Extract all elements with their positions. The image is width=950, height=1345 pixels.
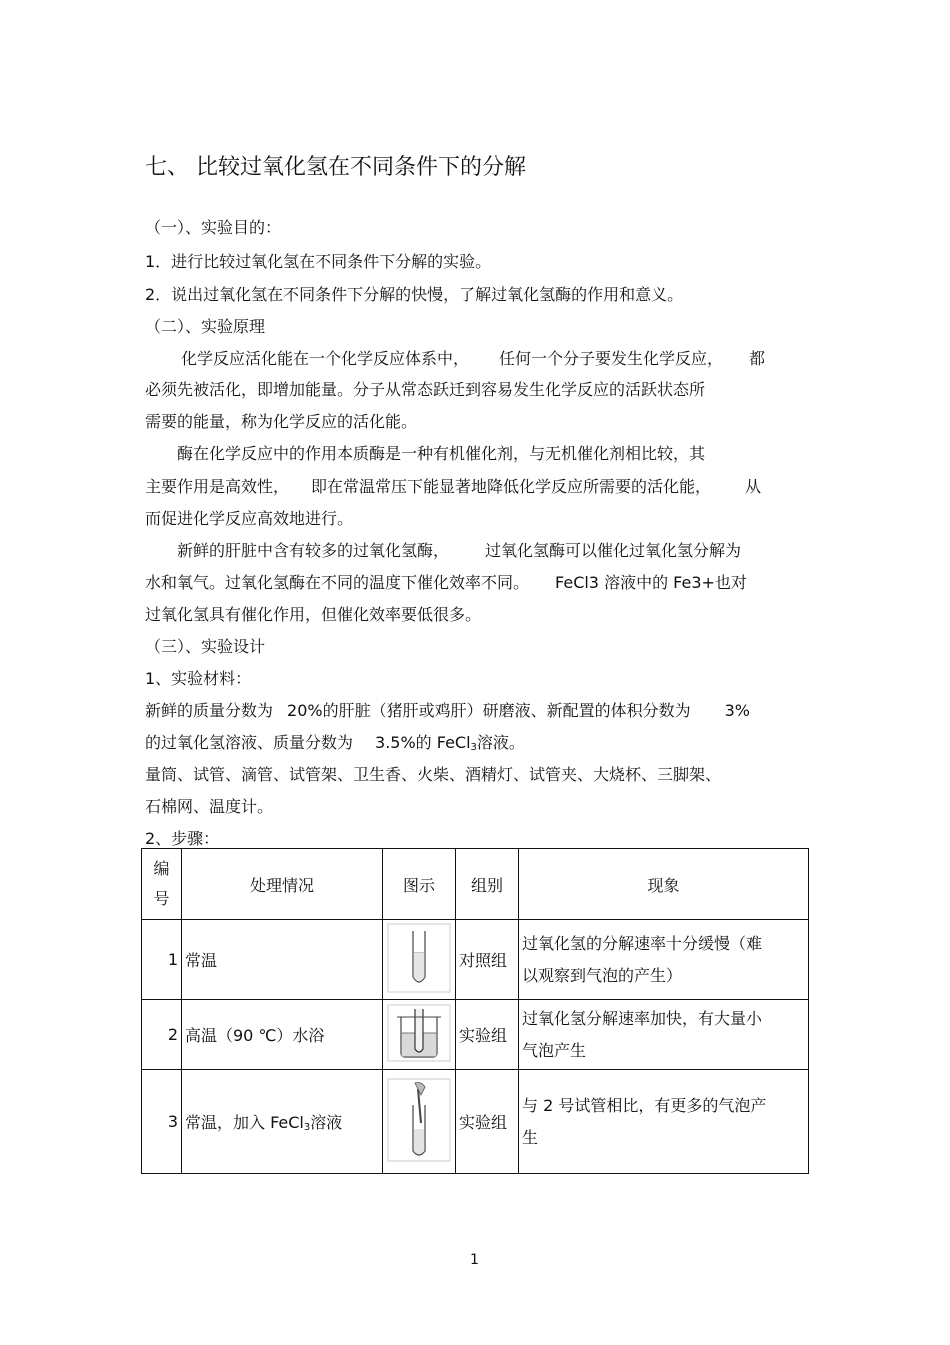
- principle-heading: （二）、实验原理: [145, 317, 266, 336]
- observation-line: 气泡产生: [522, 1040, 587, 1060]
- steps-heading: 2、步骤：: [145, 829, 220, 848]
- text-segment: 3.5%的 FeCl: [375, 733, 471, 752]
- row-observation: [519, 1000, 809, 1070]
- principle-para-1-line-3: 需要的能量，称为化学反应的活化能。: [145, 412, 418, 431]
- text-segment: FeCl3 溶液中的 Fe3+也对: [555, 573, 747, 592]
- text-segment: 3%: [724, 701, 750, 720]
- text-segment: 化学反应活化能在一个化学反应体系中，: [181, 349, 470, 368]
- materials-line-4: 石棉网、温度计。: [145, 797, 274, 816]
- text-segment: 常温，加入 FeCl: [185, 1113, 304, 1132]
- table-row: [142, 1000, 809, 1070]
- observation-line: 生: [522, 1127, 539, 1147]
- steps-table: [141, 848, 809, 1174]
- text-segment: 从: [745, 477, 762, 496]
- text-segment: 水和氧气。过氧化氢酶在不同的温度下催化效率不同。: [145, 573, 530, 592]
- principle-para-1-line-1: [181, 346, 765, 369]
- principle-para-2-line-1: 酶在化学反应中的作用本质酶是一种有机催化剂，与无机催化剂相比较，其: [177, 444, 706, 463]
- water-bath-figure: [383, 1000, 456, 1070]
- materials-heading: 1、实验材料：: [145, 669, 252, 688]
- row-group: 实验组: [456, 1070, 519, 1174]
- header-number-line-1: 编: [153, 859, 170, 878]
- text-segment: 任何一个分子要发生化学反应，: [499, 349, 724, 368]
- text-segment: 溶液: [310, 1113, 343, 1132]
- header-observation: 现象: [519, 849, 809, 920]
- header-number: [142, 849, 182, 920]
- dropper-tube-figure: [383, 1070, 456, 1174]
- purpose-item-2: 2．说出过氧化氢在不同条件下分解的快慢，了解过氧化氢酶的作用和意义。: [145, 285, 684, 304]
- page-number: 1: [470, 1252, 479, 1268]
- observation-line: 过氧化氢分解速率加快，有大量小: [522, 1008, 763, 1028]
- water-bath-icon: [387, 1003, 451, 1063]
- row-treatment: [182, 1070, 383, 1174]
- text-segment: 新鲜的肝脏中含有较多的过氧化氢酶，: [177, 541, 450, 560]
- text-segment: 的过氧化氢溶液、质量分数为: [145, 733, 354, 752]
- observation-line: 以观察到气泡的产生）: [522, 965, 683, 985]
- materials-line-3: 量筒、试管、滴管、试管架、卫生香、火柴、酒精灯、试管夹、大烧杯、三脚架、: [145, 765, 722, 784]
- text-segment: 过氧化氢酶可以催化过氧化氢分解为: [485, 541, 742, 560]
- table-row: [142, 1070, 809, 1174]
- principle-para-3-line-2: [145, 570, 747, 593]
- table-row: [142, 920, 809, 1000]
- row-number: 2: [142, 1000, 182, 1070]
- row-number: 3: [142, 1070, 182, 1174]
- purpose-heading: （一）、实验目的：: [145, 218, 282, 237]
- row-group: 实验组: [456, 1000, 519, 1070]
- header-treatment: 处理情况: [182, 849, 383, 920]
- principle-para-1-line-2: 必须先被活化，即增加能量。分子从常态跃迁到容易发生化学反应的活跃状态所: [145, 380, 706, 399]
- header-number-line-2: 号: [153, 889, 170, 908]
- design-heading: （三）、实验设计: [145, 637, 266, 656]
- text-segment: 新鲜的质量分数为: [145, 701, 274, 720]
- text-segment: 即在常温常压下能显著地降低化学反应所需要的活化能，: [311, 477, 712, 496]
- principle-para-3-line-3: 过氧化氢具有催化作用，但催化效率要低很多。: [145, 605, 482, 624]
- subscript: 3: [303, 1122, 311, 1133]
- row-observation: [519, 920, 809, 1000]
- text-segment: 20%的肝脏（猪肝或鸡肝）研磨液、新配置的体积分数为: [287, 701, 691, 720]
- row-group: 对照组: [456, 920, 519, 1000]
- header-group: 组别: [456, 849, 519, 920]
- purpose-item-1: 1．进行比较过氧化氢在不同条件下分解的实验。: [145, 252, 492, 271]
- text-segment: 主要作用是高效性，: [145, 477, 290, 496]
- test-tube-icon: [387, 921, 451, 995]
- header-figure: 图示: [383, 849, 456, 920]
- principle-para-2-line-3: 而促进化学反应高效地进行。: [145, 509, 354, 528]
- test-tube-figure: [383, 920, 456, 1000]
- page-title: 七、 比较过氧化氢在不同条件下的分解: [145, 155, 526, 180]
- principle-para-3-line-1: [177, 538, 741, 561]
- table-header-row: [142, 849, 809, 920]
- row-number: 1: [142, 920, 182, 1000]
- row-treatment: 高温（90 ℃）水浴: [182, 1000, 383, 1070]
- row-treatment: 常温: [182, 920, 383, 1000]
- subscript: 3: [470, 742, 477, 753]
- dropper-tube-icon: [387, 1077, 451, 1163]
- text-segment: 都: [749, 349, 766, 368]
- text-segment: 溶液。: [476, 733, 525, 752]
- observation-line: 与 2 号试管相比，有更多的气泡产: [522, 1095, 767, 1115]
- row-observation: [519, 1070, 809, 1174]
- observation-line: 过氧化氢的分解速率十分缓慢（难: [522, 933, 763, 953]
- materials-line-2: [145, 730, 525, 753]
- materials-line-1: [145, 698, 750, 721]
- principle-para-2-line-2: [145, 474, 761, 497]
